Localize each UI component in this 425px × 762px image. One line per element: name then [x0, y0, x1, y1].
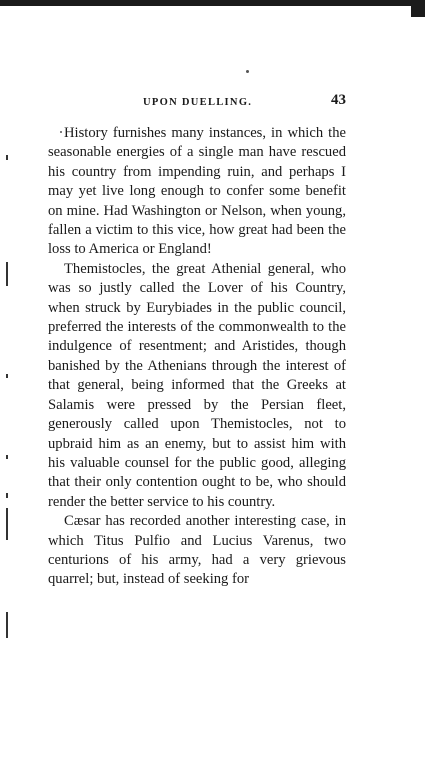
ink-speck: [246, 70, 249, 73]
paragraph-history: History furnishes many instances, in which the seasonable energies of a single man have rescued his country from impending ruin, and perhaps I may yet live long enough to confer some benefit on mine. Had Washington or Nelson, when young, fallen a victim to this vice, how great had been the loss to America or England!: [48, 125, 346, 258]
margin-mark: [6, 508, 8, 540]
margin-mark: [6, 155, 8, 160]
page-number: 43: [331, 92, 346, 108]
paragraph-caesar: Cæsar has recorded another interesting case, in which Titus Pulfio and Lucius Varenus, two centurions of his army, had a very grievous quarrel; but, instead of seeking for: [48, 513, 346, 588]
margin-mark: [6, 455, 8, 459]
running-title: UPON DUELLING.: [143, 97, 253, 108]
margin-mark: [6, 612, 8, 638]
page-header: [48, 92, 348, 112]
top-right-corner-mark: [411, 0, 425, 17]
top-edge-rule: [0, 0, 425, 6]
paragraph-themistocles: Themistocles, the great Athenial general, who was so justly called the Lover of his Country, when struck by Eurybiades in the public council, preferred the interests of the commonwealth to the indulgence of resentment; and Aristides, though banished by the Athenians through the interest of that general, being informed that the Greeks at Salamis were pressed by the Persian fleet, generously called upon Themistocles, not to upbraid him as an enemy, but to assist him with his valuable counsel for the public good, alleging that their only contention ought to be, who should render the better service to his country.: [48, 260, 346, 510]
page-body: [48, 124, 346, 590]
margin-mark: [6, 493, 8, 498]
margin-mark: [6, 262, 8, 286]
margin-mark: [6, 374, 8, 378]
